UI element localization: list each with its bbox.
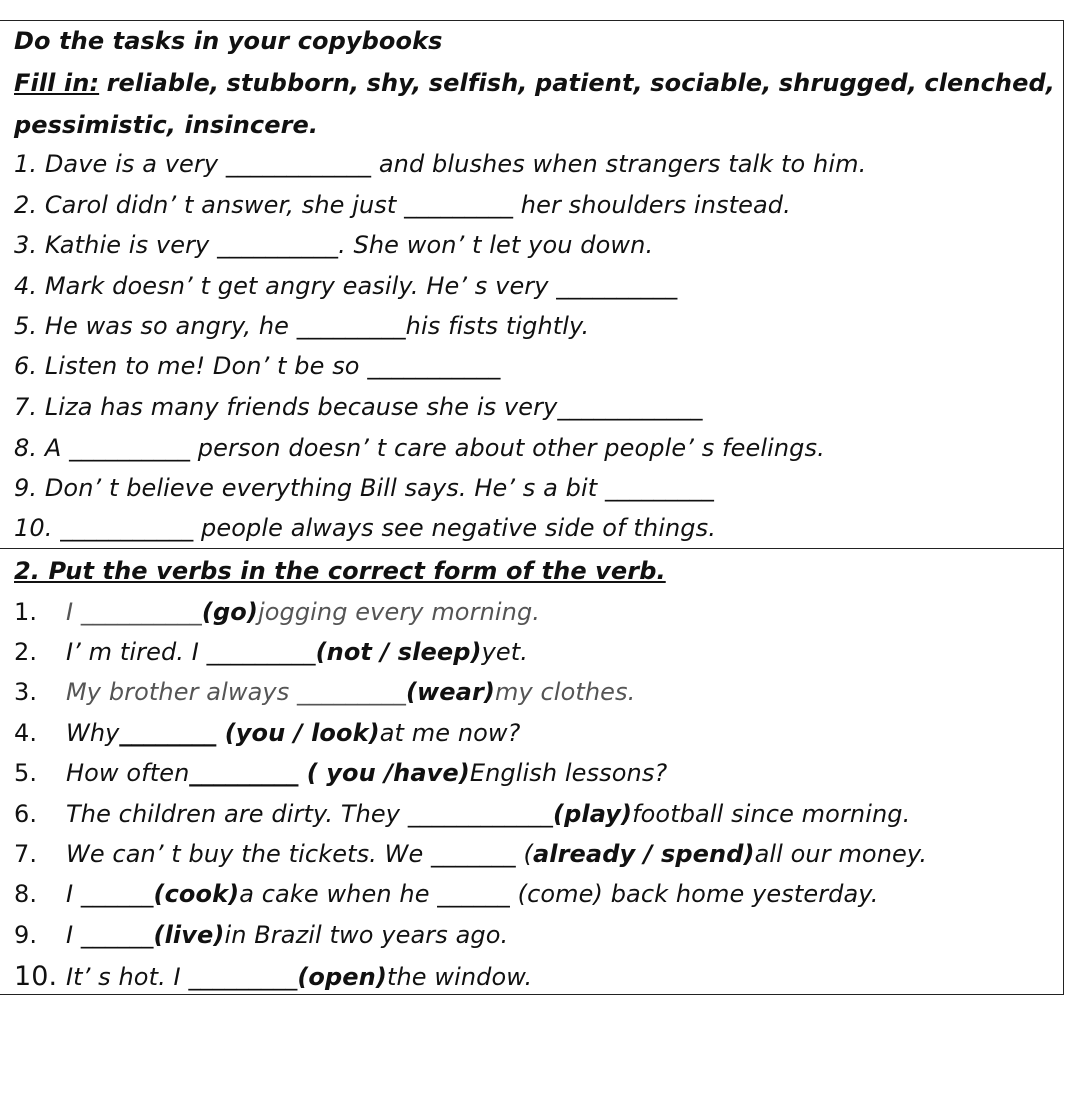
task-one-section (0, 21, 1063, 549)
fill-in-words-line-2: pessimistic, insincere. (14, 111, 319, 139)
task1-item-3: 3. Kathie is very __________. She won’ t let you down. (14, 231, 654, 259)
task2-item-1: 1. I __________ (go) jogging every morning. (14, 598, 541, 626)
task2-item-8: 8. I ______ (cook) a cake when he ______ (come) back home yesterday. (14, 880, 879, 908)
fill-in-words-line (14, 69, 1055, 97)
word-selfish: selfish, (428, 69, 528, 97)
task2-item-5: 5. How often _________ ( you /have) English lessons? (14, 759, 668, 787)
word-stubborn: stubborn, (226, 69, 360, 97)
task2-item-4: 4. Why ________ (you / look) at me now? (14, 719, 521, 747)
task1-item-1: 1. Dave is a very ____________ and blushes when strangers talk to him. (14, 150, 867, 178)
task1-item-10: 10. ___________ people always see negative side of things. (14, 514, 716, 542)
word-shy: shy, (366, 69, 422, 97)
task2-item-9: 9. I ______ (live) in Brazil two years ago. (14, 921, 509, 949)
task2-item-3: 3. My brother always _________ (wear) my clothes. (14, 678, 636, 706)
task1-item-9: 9. Don’ t believe everything Bill says. He’ s a bit _________ (14, 474, 714, 502)
task1-item-7: 7. Liza has many friends because she is very____________ (14, 393, 703, 421)
word-reliable: reliable, (106, 69, 220, 97)
task2-item-6: 6. The children are dirty. They ____________ (play) football since morning. (14, 800, 911, 828)
word-sociable: sociable, (650, 69, 772, 97)
task2-item-7: 7. We can’ t buy the tickets. We _______ ( already / spend) all our money. (14, 840, 928, 868)
heading: Do the tasks in your copybooks (14, 27, 443, 55)
task1-item-6: 6. Listen to me! Don’ t be so ___________ (14, 352, 501, 380)
worksheet (0, 20, 1064, 995)
task2-item-2: 2. I’ m tired. I _________ (not / sleep) yet. (14, 638, 528, 666)
fill-in-label: Fill in: (14, 69, 100, 97)
task1-item-4: 4. Mark doesn’ t get angry easily. He’ s very __________ (14, 272, 678, 300)
task1-item-8: 8. A __________ person doesn’ t care about other people’ s feelings. (14, 434, 825, 462)
task-two-section (0, 549, 1063, 996)
word-patient: patient, (534, 69, 643, 97)
task2-title: 2. Put the verbs in the correct form of the verb. (14, 557, 666, 585)
word-clenched: clenched, (924, 69, 1055, 97)
word-shrugged: shrugged, (778, 69, 917, 97)
task1-item-2: 2. Carol didn’ t answer, she just _________ her shoulders instead. (14, 191, 791, 219)
task2-item-10: 10. It’ s hot. I _________ (open) the window. (14, 961, 533, 992)
task1-item-5: 5. He was so angry, he _________his fists tightly. (14, 312, 590, 340)
